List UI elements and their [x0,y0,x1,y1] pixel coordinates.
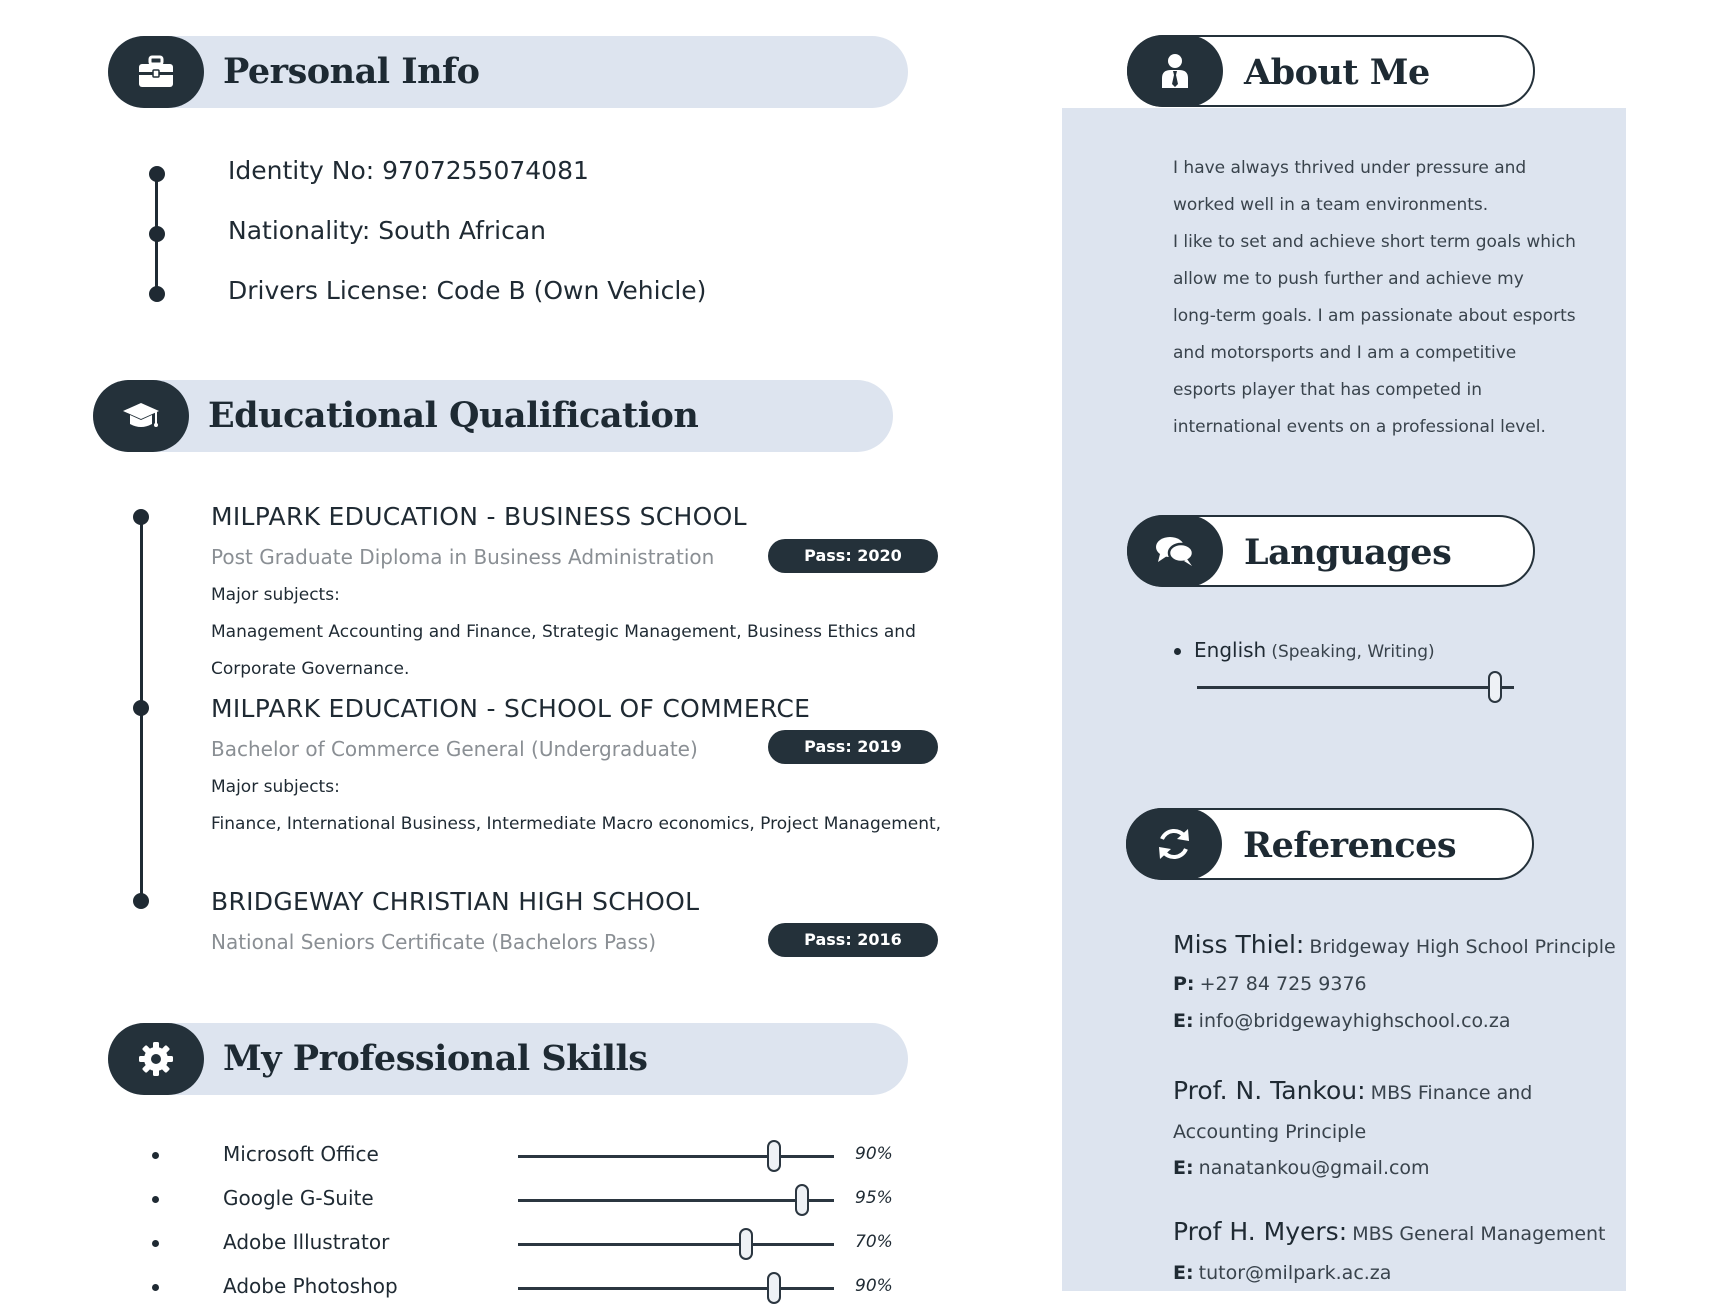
pass-badge: Pass: 2016 [768,923,938,957]
reference-email [1173,1262,1391,1284]
subjects-text: Management Accounting and Finance, Strategic Management, Business Ethics and [211,622,916,642]
reference-phone [1173,973,1367,995]
skill-name: Adobe Photoshop [223,1274,398,1298]
refresh-icon [1126,808,1222,880]
skill-percent: 95% [855,1188,893,1208]
timeline-dot [149,166,165,182]
reference-name: Prof H. Myers: [1173,1217,1348,1246]
about-line: I have always thrived under pressure and [1173,158,1527,178]
education-header [93,380,893,452]
skill-percent: 90% [855,1276,893,1296]
language-item [1194,638,1435,662]
references-header [1126,808,1534,880]
timeline-dot [133,509,149,525]
skill-percent: 70% [855,1232,893,1252]
section-title: About Me [1244,52,1430,93]
school-name: MILPARK EDUCATION - BUSINESS SCHOOL [211,502,747,531]
reference-name: Prof. N. Tankou: [1173,1076,1366,1105]
language-bullet [1174,648,1181,655]
language-name: English [1194,638,1267,662]
subjects-text: Corporate Governance. [211,659,410,679]
skill-name: Adobe Illustrator [223,1230,390,1254]
skill-level-track [518,1199,834,1202]
skill-level-track [518,1155,834,1158]
email-label: E: [1173,1010,1194,1032]
section-title: Languages [1244,532,1452,573]
skill-bullet [152,1152,159,1159]
personal-info-header [108,36,908,108]
reference-item [1173,930,1616,959]
reference-role: MBS Finance and [1370,1082,1533,1104]
subjects-text: Finance, International Business, Intermediate Macro economics, Project Management, [211,814,942,834]
gear-icon [108,1023,204,1095]
section-title: My Professional Skills [223,1038,648,1079]
skills-header [108,1023,908,1095]
chat-bubbles-icon [1127,515,1223,587]
email-value: tutor@milpark.ac.za [1198,1262,1392,1284]
languages-header [1127,515,1535,587]
skill-bullet [152,1196,159,1203]
timeline-dot [149,286,165,302]
email-value: info@bridgewayhighschool.co.za [1198,1010,1511,1032]
drivers-license: Drivers License: Code B (Own Vehicle) [228,276,707,305]
timeline-dot [133,893,149,909]
phone-label: P: [1173,973,1195,995]
skill-bullet [152,1240,159,1247]
pass-badge: Pass: 2020 [768,539,938,573]
identity-number: Identity No: 9707255074081 [228,156,589,185]
nationality: Nationality: South African [228,216,547,245]
language-level-thumb [1488,671,1502,703]
reference-item [1173,1076,1532,1105]
section-title: Personal Info [223,51,480,92]
about-line: I like to set and achieve short term goals which [1173,232,1576,252]
graduation-cap-icon [93,380,189,452]
timeline-dot [133,700,149,716]
about-line: long-term goals. I am passionate about esports [1173,306,1576,326]
email-label: E: [1173,1262,1194,1284]
reference-email [1173,1010,1510,1032]
timeline-dot [149,226,165,242]
degree: Bachelor of Commerce General (Undergraduate) [211,737,698,761]
reference-item [1173,1217,1606,1246]
school-name: MILPARK EDUCATION - SCHOOL OF COMMERCE [211,694,811,723]
language-level-track [1197,686,1514,689]
about-line: and motorsports and I am a competitive [1173,343,1517,363]
section-title: References [1243,825,1457,866]
about-line: allow me to push further and achieve my [1173,269,1524,289]
reference-name: Miss Thiel: [1173,930,1305,959]
about-line: international events on a professional level. [1173,417,1546,437]
reference-email [1173,1157,1430,1179]
email-label: E: [1173,1157,1194,1179]
language-detail: (Speaking, Writing) [1271,642,1435,662]
briefcase-icon [108,36,204,108]
degree: Post Graduate Diploma in Business Administration [211,545,715,569]
skill-percent: 90% [855,1144,893,1164]
reference-role: MBS General Management [1352,1223,1606,1245]
reference-role: Bridgeway High School Principle [1309,936,1616,958]
email-value: nanatankou@gmail.com [1198,1157,1430,1179]
user-tie-icon [1127,35,1223,107]
skill-level-track [518,1287,834,1290]
about-header [1127,35,1535,107]
reference-role-cont: Accounting Principle [1173,1121,1367,1143]
skill-name: Google G-Suite [223,1186,374,1210]
pass-badge: Pass: 2019 [768,730,938,764]
skill-name: Microsoft Office [223,1142,379,1166]
skill-level-thumb [739,1228,753,1260]
school-name: BRIDGEWAY CHRISTIAN HIGH SCHOOL [211,887,700,916]
skill-level-thumb [795,1184,809,1216]
degree: National Seniors Certificate (Bachelors Pass) [211,930,657,954]
section-title: Educational Qualification [208,395,699,436]
subjects-label: Major subjects: [211,585,340,605]
about-line: esports player that has competed in [1173,380,1483,400]
about-line: worked well in a team environments. [1173,195,1489,215]
subjects-label: Major subjects: [211,777,340,797]
skill-level-track [518,1243,834,1246]
phone-value: +27 84 725 9376 [1199,973,1367,995]
skill-level-thumb [767,1272,781,1304]
skill-bullet [152,1284,159,1291]
skill-level-thumb [767,1140,781,1172]
